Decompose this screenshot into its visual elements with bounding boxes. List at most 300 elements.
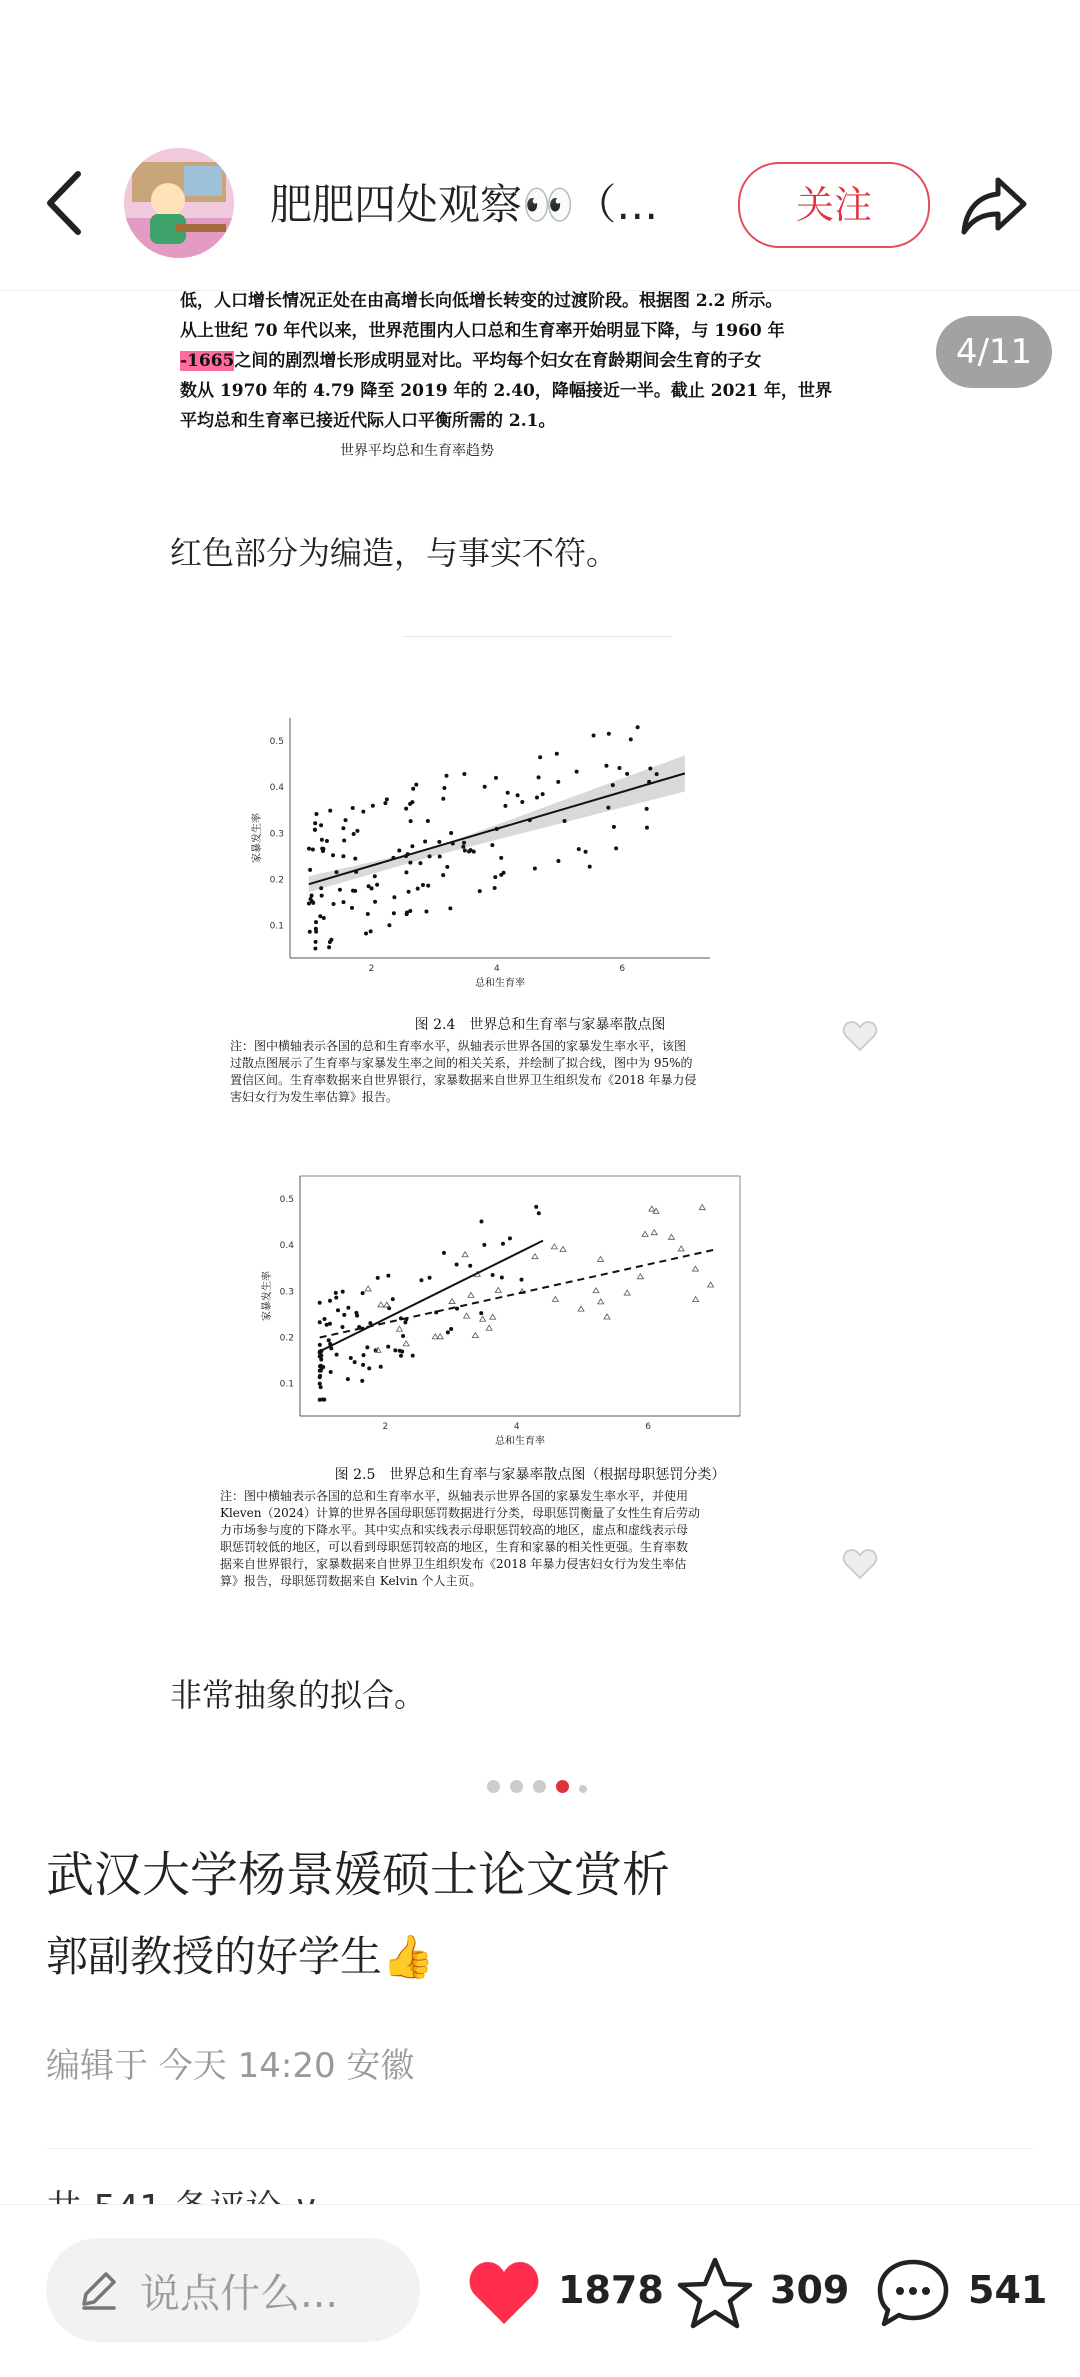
data-point — [328, 940, 332, 944]
data-point-low-penalty — [449, 1299, 455, 1304]
favorite-count[interactable]: 309 — [770, 2268, 850, 2312]
data-point — [371, 804, 375, 808]
heart-icon — [840, 1016, 880, 1056]
data-point-high-penalty — [342, 1313, 346, 1317]
data-point — [352, 832, 356, 836]
data-point-low-penalty — [598, 1299, 604, 1304]
post-meta: 编辑于 今天 14:20 安徽 — [46, 2046, 415, 2086]
data-point-low-penalty — [490, 1314, 496, 1319]
data-point — [472, 850, 476, 854]
data-point — [341, 854, 345, 858]
y-tick-label: 0.3 — [279, 1287, 294, 1298]
data-point — [437, 840, 441, 844]
paper-line: 低，人口增长情况正处在由高增长向低增长转变的过渡阶段。根据图 2.2 所示。 — [180, 291, 783, 311]
data-point — [463, 849, 467, 853]
data-point — [313, 821, 317, 825]
data-point — [332, 902, 336, 906]
data-point-high-penalty — [508, 1236, 512, 1240]
data-point — [411, 787, 415, 791]
author-name[interactable]: 肥肥四处观察👀（… — [270, 180, 659, 229]
data-point-high-penalty — [537, 1211, 541, 1215]
data-point — [319, 886, 323, 890]
data-point — [467, 849, 471, 853]
data-point — [575, 770, 579, 774]
data-point-high-penalty — [329, 1370, 333, 1374]
data-point — [493, 886, 497, 890]
data-point — [445, 865, 449, 869]
x-axis-label: 总和生育率 — [475, 978, 525, 989]
data-point — [537, 775, 541, 779]
data-point — [310, 893, 314, 897]
back-arrow-icon[interactable] — [40, 168, 90, 238]
data-point — [307, 847, 311, 851]
data-point-high-penalty — [360, 1379, 364, 1383]
data-point-low-penalty — [462, 1252, 468, 1257]
data-point-high-penalty — [328, 1322, 332, 1326]
data-point — [407, 890, 411, 894]
data-point-high-penalty — [318, 1382, 322, 1386]
data-point — [366, 912, 370, 916]
data-point-high-penalty — [353, 1360, 357, 1364]
data-point — [314, 812, 318, 816]
data-point — [538, 755, 542, 759]
data-point-low-penalty — [472, 1333, 478, 1338]
y-tick-label: 0.5 — [279, 1195, 294, 1206]
data-point — [416, 887, 420, 891]
data-point — [461, 845, 465, 849]
data-point — [563, 819, 567, 823]
data-point-high-penalty — [362, 1353, 366, 1357]
data-point — [499, 856, 503, 860]
data-point-low-penalty — [593, 1288, 599, 1293]
data-point-high-penalty — [455, 1262, 459, 1266]
data-point-high-penalty — [479, 1311, 483, 1315]
data-point-low-penalty — [637, 1274, 643, 1279]
data-point — [520, 800, 524, 804]
plot-frame — [300, 1176, 740, 1416]
scatter-chart-2-5 — [160, 1166, 900, 1456]
data-point-high-penalty — [468, 1264, 472, 1268]
data-point-high-penalty — [376, 1276, 380, 1280]
note-line: 害妇女行为发生率估算》报告。 — [230, 1090, 399, 1104]
data-point — [588, 865, 592, 869]
post-title: 武汉大学杨景媛硕士论文赏析 — [46, 1847, 671, 1903]
data-point — [423, 839, 427, 843]
data-point-low-penalty — [468, 1292, 474, 1297]
data-point-low-penalty — [365, 1286, 371, 1291]
data-point — [645, 807, 649, 811]
data-point — [353, 857, 357, 861]
data-point-low-penalty — [552, 1296, 558, 1301]
data-point — [408, 861, 412, 865]
data-point-low-penalty — [598, 1256, 604, 1261]
annotation-text: 非常抽象的拟合。 — [170, 1676, 427, 1710]
data-point-high-penalty — [449, 1327, 453, 1331]
data-point-high-penalty — [491, 1273, 495, 1277]
paper-line: 数从 1970 年的 4.79 降至 2019 年的 2.40，降幅接近一半。截止 2021 年，世界 — [180, 381, 833, 401]
data-point — [375, 883, 379, 887]
data-point-high-penalty — [367, 1366, 371, 1370]
pencil-icon — [76, 2268, 120, 2312]
x-tick-label: 2 — [368, 964, 375, 974]
data-point-high-penalty — [322, 1317, 326, 1321]
data-point — [629, 737, 633, 741]
data-point — [327, 945, 331, 949]
data-point-low-penalty — [668, 1234, 674, 1239]
x-tick-label: 6 — [619, 964, 626, 974]
carousel-dots[interactable] — [482, 1778, 592, 1798]
data-point — [493, 875, 497, 879]
data-point — [392, 911, 396, 915]
data-point — [308, 930, 312, 934]
paper-line: 平均总和生育率已接近代际人口平衡所需的 2.1。 — [180, 411, 556, 431]
data-point — [655, 772, 659, 776]
data-point-high-penalty — [318, 1301, 322, 1305]
data-point-high-penalty — [379, 1365, 383, 1369]
figure-caption: 图 2.4 世界总和生育率与家暴率散点图 — [414, 1017, 666, 1033]
data-point-high-penalty — [501, 1242, 505, 1246]
data-point — [418, 861, 422, 865]
data-point — [397, 849, 401, 853]
heart-icon — [840, 1544, 880, 1584]
data-point — [556, 780, 560, 784]
data-point-low-penalty — [480, 1316, 486, 1321]
data-point — [533, 867, 537, 871]
data-point — [441, 797, 445, 801]
data-point — [503, 804, 507, 808]
data-point-low-penalty — [693, 1297, 699, 1302]
data-point-low-penalty — [649, 1206, 655, 1211]
paper-line: 从上世纪 70 年代以来，世界范围内人口总和生育率开始明显下降，与 1960 年 — [180, 321, 785, 341]
data-point-high-penalty — [318, 1320, 322, 1324]
data-point-high-penalty — [320, 1366, 324, 1370]
data-point — [344, 818, 348, 822]
x-tick-label: 4 — [513, 1422, 520, 1432]
data-point-low-penalty — [384, 1302, 390, 1307]
note-line: 过散点图展示了生育率与家暴发生率之间的相关关系，并绘制了拟合线，图中为 95%的 — [230, 1056, 693, 1070]
data-point — [370, 886, 374, 890]
data-point — [392, 895, 396, 899]
comment-placeholder[interactable]: 说点什么... — [140, 2271, 339, 2317]
note-line: Kleven（2024）计算的世界各国母职惩罚数据进行分类，母职惩罚衡量了女性生育后劳动 — [220, 1506, 701, 1520]
data-point-low-penalty — [437, 1334, 443, 1339]
data-point — [409, 819, 413, 823]
carousel-dot[interactable] — [579, 1785, 587, 1793]
data-point — [462, 841, 466, 845]
data-point — [611, 783, 615, 787]
figure-2-5 — [160, 1166, 900, 1586]
follow-button[interactable]: 关注 — [738, 162, 930, 248]
divider — [404, 636, 672, 637]
data-point — [338, 888, 342, 892]
data-point — [408, 802, 412, 806]
paper-line: 之间的剧烈增长形成明显对比。平均每个妇女在育龄期间会生育的子女 — [234, 351, 762, 371]
data-point — [314, 940, 318, 944]
data-point — [308, 868, 312, 872]
note-line: 算》报告，母职惩罚数据来自 Kelvin 个人主页。 — [220, 1574, 482, 1588]
data-point-high-penalty — [318, 1374, 322, 1378]
data-point-high-penalty — [354, 1311, 358, 1315]
page-counter: 4/11 — [936, 316, 1052, 388]
data-point — [387, 923, 391, 927]
data-point-high-penalty — [346, 1377, 350, 1381]
data-point-low-penalty — [642, 1231, 648, 1236]
data-point-low-penalty — [486, 1325, 492, 1330]
data-point-high-penalty — [349, 1356, 353, 1360]
note-line: 据来自世界银行，家暴数据来自世界卫生组织发布《2018 年暴力侵害妇女行为发生率估 — [220, 1557, 687, 1571]
data-point — [555, 752, 559, 756]
data-point-high-penalty — [334, 1296, 338, 1300]
data-point — [506, 791, 510, 795]
data-point — [331, 853, 335, 857]
star-icon[interactable] — [676, 2256, 754, 2332]
data-point — [612, 825, 616, 829]
data-point — [556, 859, 560, 863]
annotation-text: 红色部分为编造，与事实不符。 — [170, 534, 619, 572]
data-point-high-penalty — [318, 1343, 322, 1347]
x-tick-label: 4 — [493, 964, 500, 974]
data-point — [325, 839, 329, 843]
data-point-high-penalty — [341, 1290, 345, 1294]
data-point-low-penalty — [464, 1313, 470, 1318]
data-point-high-penalty — [482, 1243, 486, 1247]
carousel-dot[interactable] — [487, 1780, 500, 1793]
data-point-low-penalty — [578, 1306, 584, 1311]
data-point-high-penalty — [500, 1276, 504, 1280]
y-tick-label: 0.2 — [279, 1333, 294, 1344]
data-point — [636, 725, 640, 729]
data-point — [410, 844, 414, 848]
data-point-low-penalty — [678, 1246, 684, 1251]
data-point — [318, 914, 322, 918]
like-heart-icon[interactable] — [466, 2258, 542, 2328]
note-line: 置信区间。生育率数据来自世界银行，家暴数据来自世界卫生组织发布《2018 年暴力侵 — [230, 1073, 697, 1087]
data-point — [490, 843, 494, 847]
data-point — [606, 806, 610, 810]
data-point — [320, 894, 324, 898]
note-line: 职惩罚较低的地区，可以看到母职惩罚较高的地区，生育和家暴的相关性更强。生育率数 — [220, 1540, 689, 1554]
data-point — [309, 897, 313, 901]
data-point-high-penalty — [318, 1398, 322, 1402]
data-point — [355, 829, 359, 833]
data-point-low-penalty — [532, 1254, 538, 1259]
divider — [46, 2148, 1034, 2149]
data-point — [478, 889, 482, 893]
data-point-low-penalty — [604, 1314, 610, 1319]
data-point — [449, 831, 453, 835]
top-bar — [0, 0, 1080, 291]
data-point — [426, 884, 430, 888]
y-tick-label: 0.4 — [279, 1241, 294, 1252]
post-subtitle: 郭副教授的好学生👍 — [46, 1932, 435, 1981]
post-image[interactable] — [0, 290, 1080, 1710]
data-point — [414, 783, 418, 787]
data-point — [369, 929, 373, 933]
figure-caption: 图 2.5 世界总和生育率与家暴率散点图（根据母职惩罚分类） — [334, 1467, 726, 1483]
data-point — [342, 900, 346, 904]
data-point — [335, 870, 339, 874]
share-icon[interactable] — [958, 168, 1030, 240]
data-point-high-penalty — [411, 1354, 415, 1358]
note-line: 力市场参与度的下降水平。其中实点和实线表示母职惩罚较高的地区，虚点和虚线表示母 — [220, 1523, 689, 1537]
data-point-high-penalty — [334, 1291, 338, 1295]
data-point-low-penalty — [708, 1282, 714, 1287]
y-axis-label: 家暴发生率 — [252, 813, 263, 863]
avatar[interactable] — [124, 148, 234, 258]
data-point — [383, 801, 387, 805]
data-point — [421, 883, 425, 887]
fit-line-dashed — [320, 1250, 714, 1338]
data-point — [404, 870, 408, 874]
data-point — [404, 807, 408, 811]
chart-caption: 世界平均总和生育率趋势 — [340, 443, 494, 459]
data-point — [353, 889, 357, 893]
data-point-high-penalty — [386, 1274, 390, 1278]
scatter-chart-2-4 — [180, 698, 900, 1008]
data-point — [385, 797, 389, 801]
comment-bubble-icon[interactable] — [874, 2256, 952, 2332]
x-axis-label: 总和生育率 — [495, 1436, 545, 1447]
data-point — [373, 900, 377, 904]
data-point — [426, 819, 430, 823]
data-point — [321, 849, 325, 853]
data-point — [322, 916, 326, 920]
data-point — [428, 854, 432, 858]
data-point-high-penalty — [346, 1306, 350, 1310]
data-point — [645, 826, 649, 830]
data-point-high-penalty — [401, 1334, 405, 1338]
data-point-low-penalty — [651, 1230, 657, 1235]
data-point — [607, 732, 611, 736]
data-point-high-penalty — [399, 1354, 403, 1358]
data-point — [625, 772, 629, 776]
like-count[interactable]: 1878 — [558, 2268, 664, 2312]
data-point-high-penalty — [319, 1385, 323, 1389]
data-point — [483, 785, 487, 789]
data-point — [604, 764, 608, 768]
data-point — [424, 910, 428, 914]
data-point — [541, 792, 545, 796]
data-point — [648, 766, 652, 770]
data-point-high-penalty — [340, 1325, 344, 1329]
data-point — [311, 848, 315, 852]
data-point-low-penalty — [624, 1290, 630, 1295]
x-tick-label: 2 — [382, 1422, 389, 1432]
data-point — [614, 846, 618, 850]
data-point — [584, 850, 588, 854]
data-point-high-penalty — [442, 1251, 446, 1255]
data-point — [445, 774, 449, 778]
data-point-low-penalty — [692, 1266, 698, 1271]
data-point — [373, 874, 377, 878]
data-point-high-penalty — [398, 1349, 402, 1353]
data-point — [328, 809, 332, 813]
data-point-high-penalty — [319, 1354, 323, 1358]
data-point-high-penalty — [393, 1348, 397, 1352]
data-point-low-penalty — [378, 1302, 384, 1307]
data-point — [361, 810, 365, 814]
data-point — [448, 906, 452, 910]
x-tick-label: 6 — [645, 1422, 651, 1432]
data-point-high-penalty — [327, 1338, 331, 1342]
data-point-high-penalty — [335, 1353, 339, 1357]
y-tick-label: 0.2 — [269, 875, 284, 886]
y-tick-label: 0.1 — [269, 921, 284, 932]
figure-2-4 — [180, 698, 900, 1110]
y-tick-label: 0.4 — [269, 783, 284, 794]
y-tick-label: 0.1 — [279, 1379, 294, 1390]
carousel-dot-active[interactable] — [556, 1780, 569, 1793]
data-point-high-penalty — [534, 1205, 538, 1209]
data-point — [577, 847, 581, 851]
confidence-band — [309, 755, 685, 892]
data-point — [319, 823, 323, 827]
data-point — [617, 766, 621, 770]
carousel-dot[interactable] — [510, 1780, 523, 1793]
figure-notes — [220, 1488, 860, 1590]
data-point-high-penalty — [391, 1297, 395, 1301]
data-point-high-penalty — [479, 1220, 483, 1224]
fabricated-highlight: -1665 — [180, 351, 235, 371]
data-point-high-penalty — [361, 1363, 365, 1367]
data-point-low-penalty — [495, 1288, 501, 1293]
data-point-high-penalty — [428, 1276, 432, 1280]
data-point-low-penalty — [551, 1244, 557, 1249]
figure-notes — [230, 1038, 860, 1106]
data-point-low-penalty — [403, 1341, 409, 1346]
data-point — [351, 806, 355, 810]
data-point — [320, 838, 324, 842]
data-point — [462, 772, 466, 776]
data-point-low-penalty — [699, 1205, 705, 1210]
data-point — [502, 871, 506, 875]
data-point-high-penalty — [336, 1308, 340, 1312]
data-point — [313, 828, 317, 832]
fit-line — [309, 773, 685, 884]
data-point-high-penalty — [386, 1345, 390, 1349]
data-point — [314, 930, 318, 934]
data-point-high-penalty — [419, 1278, 423, 1282]
y-tick-label: 0.3 — [269, 829, 284, 840]
comment-count[interactable]: 541 — [968, 2268, 1048, 2312]
data-point-high-penalty — [328, 1299, 332, 1303]
data-point — [405, 911, 409, 915]
data-point-high-penalty — [361, 1291, 365, 1295]
data-point — [442, 786, 446, 790]
carousel-dot[interactable] — [533, 1780, 546, 1793]
data-point — [313, 947, 317, 951]
data-point-low-penalty — [396, 1326, 402, 1331]
data-point — [516, 793, 520, 797]
y-axis-label: 家暴发生率 — [262, 1271, 273, 1321]
note-line: 注：图中横轴表示各国的总和生育率水平，纵轴表示世界各国的家暴发生率水平，并使用 — [220, 1489, 689, 1503]
note-line: 注：图中横轴表示各国的总和生育率水平，纵轴表示世界各国的家暴发生率水平，该图 — [230, 1039, 687, 1053]
data-point — [535, 796, 539, 800]
data-point — [314, 920, 318, 924]
data-point — [592, 733, 596, 737]
y-tick-label: 0.5 — [269, 737, 284, 748]
data-point — [438, 854, 442, 858]
data-point — [341, 826, 345, 830]
data-point-high-penalty — [446, 1330, 450, 1334]
data-point — [342, 839, 346, 843]
data-point — [350, 906, 354, 910]
data-point — [441, 873, 445, 877]
data-point — [364, 932, 368, 936]
data-point-high-penalty — [365, 1345, 369, 1349]
data-point-high-penalty — [519, 1278, 523, 1282]
data-point-high-penalty — [455, 1307, 459, 1311]
